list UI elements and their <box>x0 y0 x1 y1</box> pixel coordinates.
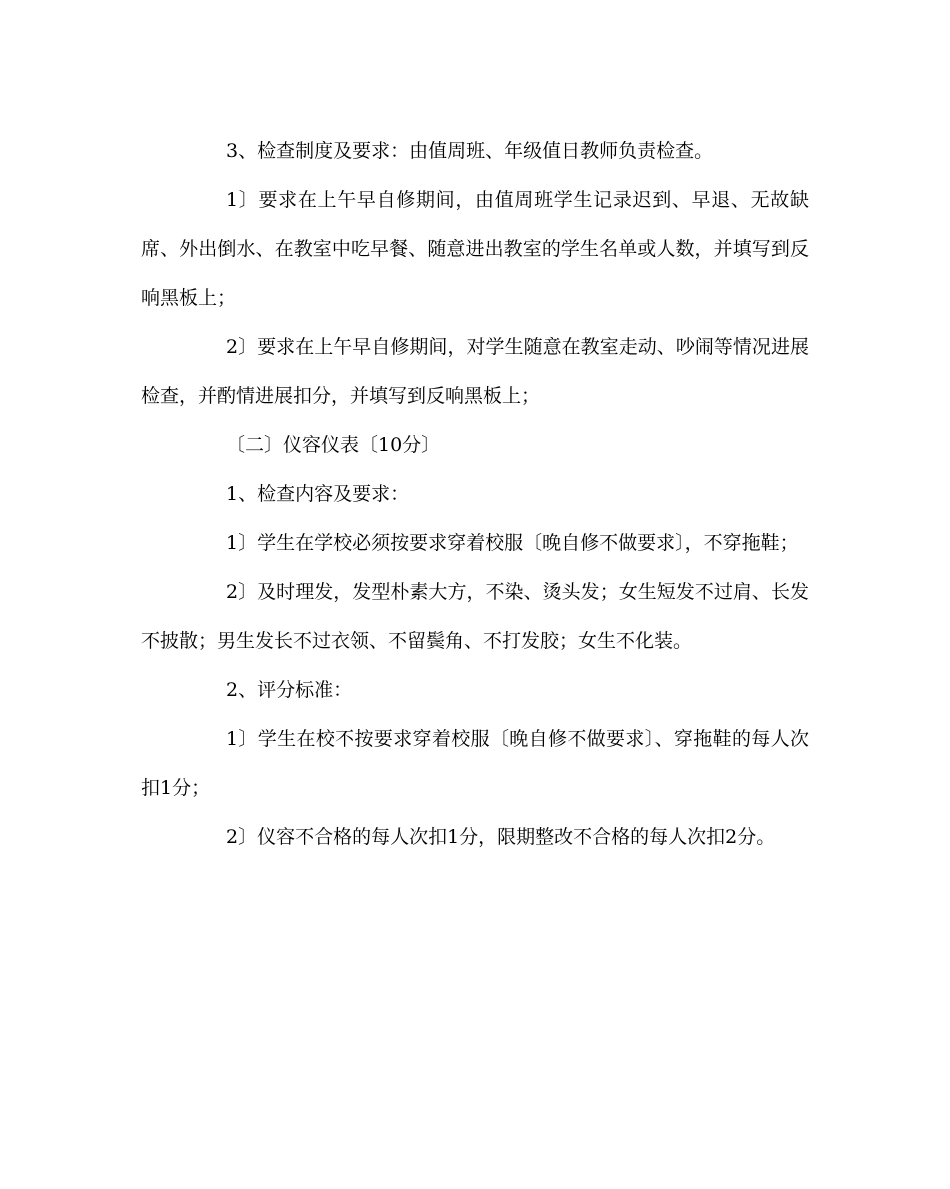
paragraph-inspection-rules: 3、检查制度及要求：由值周班、年级值日教师负责检查。 <box>226 140 714 162</box>
paragraph-content-requirements: 1、检查内容及要求： <box>226 483 410 505</box>
paragraph-uniform-requirement: 1〕学生在学校必须按要求穿着校服〔晚自修不做要求〕，不穿拖鞋； <box>226 532 799 554</box>
paragraph-morning-discipline: 2〕要求在上午早自修期间，对学生随意在教室走动、吵闹等情况进展检查，并酌情进展扣分，并填写到反响黑板上； <box>141 336 809 407</box>
paragraph-hair-requirement: 2〕及时理发，发型朴素大方，不染、烫头发；女生短发不过肩、长发不披散；男生发长不过衣领、不留鬓角、不打发胶；女生不化装。 <box>141 581 809 652</box>
paragraph-morning-attendance: 1〕要求在上午早自修期间，由值周班学生记录迟到、早退、无故缺席、外出倒水、在教室中吃早餐、随意进出教室的学生名单或人数，并填写到反响黑板上； <box>141 189 809 309</box>
paragraph-uniform-deduction: 1〕学生在校不按要求穿着校服〔晚自修不做要求〕、穿拖鞋的每人次扣1分； <box>141 728 809 799</box>
section-heading-appearance: 〔二〕仪容仪表〔10分〕 <box>226 434 441 456</box>
paragraph-appearance-deduction: 2〕仪容不合格的每人次扣1分，限期整改不合格的每人次扣2分。 <box>226 826 776 848</box>
document-body <box>141 127 809 862</box>
paragraph-scoring-standard: 2、评分标准： <box>226 679 353 701</box>
